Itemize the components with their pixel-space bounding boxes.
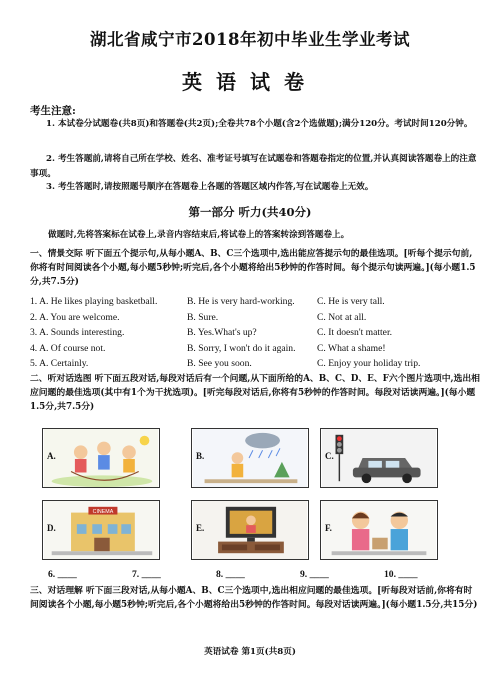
section1-questions (30, 294, 480, 372)
section1-instruction: 一、情景交际 听下面五个提示句,从每小题A、B、C三个选项中,选出能应答提示句的最佳选项。[听每个提示句前,你将有时间阅读各个小题,每小题5秒钟;听完后,各个小题将给出5秒钟的作答时间。每个提示句读两遍。](每小题1.5分,共7.5分) (30, 249, 476, 287)
cinema-sign: CINEMA (92, 509, 114, 516)
option-a: 3. A. Sounds interesting. (30, 327, 125, 339)
picture-d (42, 500, 160, 560)
picture-c (320, 428, 438, 488)
question-row (30, 341, 480, 357)
exam-title: 湖北省咸宁市2018年初中毕业生学业考试 (90, 30, 410, 49)
notice-item-3: 3. 考生答题时,请按照题号顺序在答题卷上各题的答题区域内作答,写在试题卷上无效。 (46, 182, 374, 192)
exam-subtitle: 英语试卷 (182, 70, 318, 94)
answer-blank-7[interactable]: 7. ____ (132, 569, 161, 580)
kids-playing-illustration (43, 429, 159, 487)
question-row (30, 294, 480, 310)
car-traffic-light-illustration (321, 429, 437, 487)
option-a: 4. A. Of course not. (30, 342, 106, 354)
cinema-building-illustration (43, 501, 159, 559)
answer-blank-10[interactable]: 10. ____ (384, 569, 418, 580)
option-c: C. Enjoy your holiday trip. (317, 358, 421, 370)
picture-label: A. (47, 451, 56, 461)
option-b: B. Sure. (187, 311, 219, 323)
notice-item-1: 1. 本试卷分试题卷(共8页)和答题卷(共2页);全卷共78个小题(含2个选做题);满分120分。考试时间120分钟。 (46, 119, 473, 129)
option-a: 5. A. Certainly. (30, 358, 89, 370)
picture-label: E. (196, 523, 205, 533)
option-b: B. He is very hard-working. (187, 296, 295, 308)
picture-label: C. (325, 451, 334, 461)
two-kids-talking-illustration (321, 501, 437, 559)
question-row (30, 325, 480, 341)
answer-blanks (48, 569, 468, 580)
option-c: C. What a shame! (317, 342, 386, 354)
option-b: B. See you soon. (187, 358, 252, 370)
picture-e (191, 500, 309, 560)
picture-f (320, 500, 438, 560)
tv-illustration (192, 501, 308, 559)
answer-blank-8[interactable]: 8. ____ (216, 569, 245, 580)
picture-b (191, 428, 309, 488)
picture-a (42, 428, 160, 488)
page-footer: 英语试卷 第1页(共8页) (204, 647, 296, 657)
answer-blank-9[interactable]: 9. ____ (300, 569, 329, 580)
option-c: C. He is very tall. (317, 296, 385, 308)
question-row (30, 356, 480, 372)
option-b: B. Yes.What's up? (187, 327, 257, 339)
option-b: B. Sorry, I won't do it again. (187, 342, 296, 354)
option-a: 1. A. He likes playing basketball. (30, 296, 158, 308)
picture-label: B. (196, 451, 205, 461)
part1-title: 第一部分 听力(共40分) (188, 205, 312, 219)
option-a: 2. A. You are welcome. (30, 311, 120, 323)
notice-heading: 考生注意: (30, 105, 76, 117)
picture-label: F. (325, 523, 332, 533)
question-row (30, 310, 480, 326)
section3-instruction: 三、对话理解 听下面三段对话,从每小题A、B、C三个选项中,选出相应问题的最佳选项。[听每段对话前,你将有时间阅读各个小题,每小题5秒钟;听完后,各个小题将给出5秒钟的作答时间。每段对话读两遍。](每小题1.5分,共15分) (30, 586, 478, 610)
option-c: C. Not at all. (317, 311, 367, 323)
notice-item-2: 2. 考生答题前,请将自己所在学校、姓名、准考证号填写在试题卷和答题卷指定的位置,并认真阅读答题卷上的注意事项。 (30, 154, 477, 179)
option-c: C. It doesn't matter. (317, 327, 393, 339)
section2-instruction: 二、听对话选图 听下面五段对话,每段对话后有一个问题,从下面所给的A、B、C、D、E、F六个图片选项中,选出相应问题的最佳选项(其中有1个为干扰选项)。[听完每段对话后,你将有5秒钟的作答时间。每段对话读两遍。](每小题1.5分,共7.5分) (30, 374, 480, 412)
rainy-day-illustration (192, 429, 308, 487)
picture-label: D. (47, 523, 56, 533)
part1-instruction: 做题时,先将答案标在试卷上,录音内容结束后,将试卷上的答案转涂到答题卷上。 (48, 230, 350, 240)
answer-blank-6[interactable]: 6. ____ (48, 569, 77, 580)
